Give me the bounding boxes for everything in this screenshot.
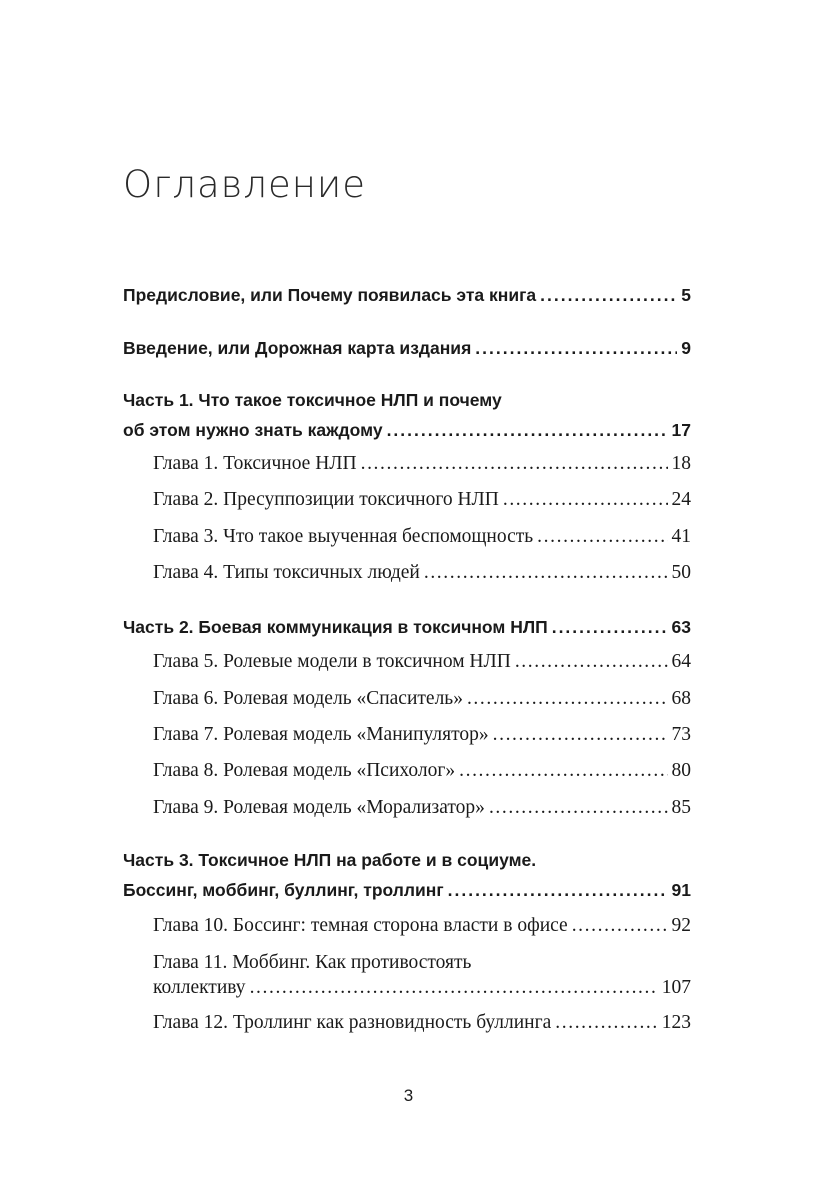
toc-entry-chapter-8[interactable] xyxy=(153,760,691,790)
toc-entry-chapter-6[interactable] xyxy=(153,688,691,718)
toc-entry-chapter-11[interactable] xyxy=(153,952,691,1007)
toc-entry-title: Боссинг, моббинг, буллинг, троллинг xyxy=(123,880,444,900)
toc-entry-part-1[interactable] xyxy=(123,390,691,450)
leader-dots xyxy=(475,338,677,359)
toc-entry-title: коллективу xyxy=(153,977,246,998)
leader-dots xyxy=(540,285,677,306)
toc-entry-preface[interactable] xyxy=(123,285,691,315)
toc-page-number: 41 xyxy=(671,526,691,547)
toc-entry-title: Глава 4. Типы токсичных людей xyxy=(153,562,420,583)
leader-dots xyxy=(537,526,667,548)
toc-entry-part-2[interactable] xyxy=(123,617,691,647)
toc-entry-title: Глава 1. Токсичное НЛП xyxy=(153,453,357,474)
toc-page-number: 73 xyxy=(671,724,691,745)
leader-dots xyxy=(387,420,668,441)
leader-dots xyxy=(503,489,668,511)
leader-dots xyxy=(467,688,668,710)
leader-dots xyxy=(515,651,668,673)
toc-page-number: 63 xyxy=(671,617,691,637)
leader-dots xyxy=(361,453,668,475)
toc-entry-title: Глава 2. Пресуппозиции токсичного НЛП xyxy=(153,489,499,510)
toc-page-number: 107 xyxy=(661,977,691,998)
toc-page-number: 64 xyxy=(671,651,691,672)
toc-entry-title: Глава 9. Ролевая модель «Морализатор» xyxy=(153,797,485,818)
toc-entry-introduction[interactable] xyxy=(123,338,691,368)
toc-page-number: 92 xyxy=(671,915,691,936)
toc-page-number: 80 xyxy=(671,760,691,781)
leader-dots xyxy=(459,760,667,782)
toc-page-number: 85 xyxy=(671,797,691,818)
toc-page-number: 9 xyxy=(681,338,691,358)
toc-entry-title: об этом нужно знать каждому xyxy=(123,420,383,440)
leader-dots xyxy=(250,977,658,999)
toc-page-number: 123 xyxy=(661,1012,691,1033)
toc-entry-chapter-5[interactable] xyxy=(153,651,691,681)
leader-dots xyxy=(493,724,668,746)
toc-page-number: 18 xyxy=(671,453,691,474)
toc-entry-title-line1: Часть 1. Что такое токсичное НЛП и почему xyxy=(123,390,502,410)
toc-page-number: 68 xyxy=(671,688,691,709)
toc-page-number: 91 xyxy=(671,880,691,900)
toc-page-number: 5 xyxy=(681,285,691,305)
toc-entry-chapter-1[interactable] xyxy=(153,453,691,483)
leader-dots xyxy=(448,880,668,901)
page-title: Оглавление xyxy=(123,163,367,206)
toc-entry-title: Глава 12. Троллинг как разновидность буллинга xyxy=(153,1012,552,1033)
leader-dots xyxy=(572,915,668,937)
toc-entry-title: Введение, или Дорожная карта издания xyxy=(123,338,472,358)
toc-entry-title: Глава 8. Ролевая модель «Психолог» xyxy=(153,760,456,781)
leader-dots xyxy=(555,1012,657,1034)
leader-dots xyxy=(552,617,668,638)
toc-entry-title-line1: Глава 11. Моббинг. Как противостоять xyxy=(153,952,472,973)
toc-entry-part-3[interactable] xyxy=(123,850,691,910)
toc-page-number: 50 xyxy=(671,562,691,583)
toc-entry-title: Глава 6. Ролевая модель «Спаситель» xyxy=(153,688,463,709)
toc-entry-chapter-3[interactable] xyxy=(153,526,691,556)
toc-entry-title: Глава 10. Боссинг: темная сторона власти в офисе xyxy=(153,915,568,936)
page-number: 3 xyxy=(403,1086,414,1105)
toc-entry-chapter-4[interactable] xyxy=(153,562,691,592)
toc-entry-chapter-7[interactable] xyxy=(153,724,691,754)
toc-entry-chapter-12[interactable] xyxy=(153,1012,691,1042)
toc-page-number: 17 xyxy=(671,420,691,440)
toc-entry-chapter-10[interactable] xyxy=(153,915,691,945)
leader-dots xyxy=(489,797,668,819)
toc-entry-title: Часть 2. Боевая коммуникация в токсичном НЛП xyxy=(123,617,548,637)
leader-dots xyxy=(424,562,668,584)
toc-entry-title: Глава 7. Ролевая модель «Манипулятор» xyxy=(153,724,489,745)
toc-entry-title: Глава 5. Ролевые модели в токсичном НЛП xyxy=(153,651,511,672)
toc-entry-chapter-9[interactable] xyxy=(153,797,691,827)
toc-page-number: 24 xyxy=(671,489,691,510)
toc-entry-title: Глава 3. Что такое выученная беспомощность xyxy=(153,526,534,547)
toc-entry-chapter-2[interactable] xyxy=(153,489,691,519)
toc-entry-title-line1: Часть 3. Токсичное НЛП на работе и в социуме. xyxy=(123,850,537,870)
toc-entry-title: Предисловие, или Почему появилась эта книга xyxy=(123,285,537,305)
